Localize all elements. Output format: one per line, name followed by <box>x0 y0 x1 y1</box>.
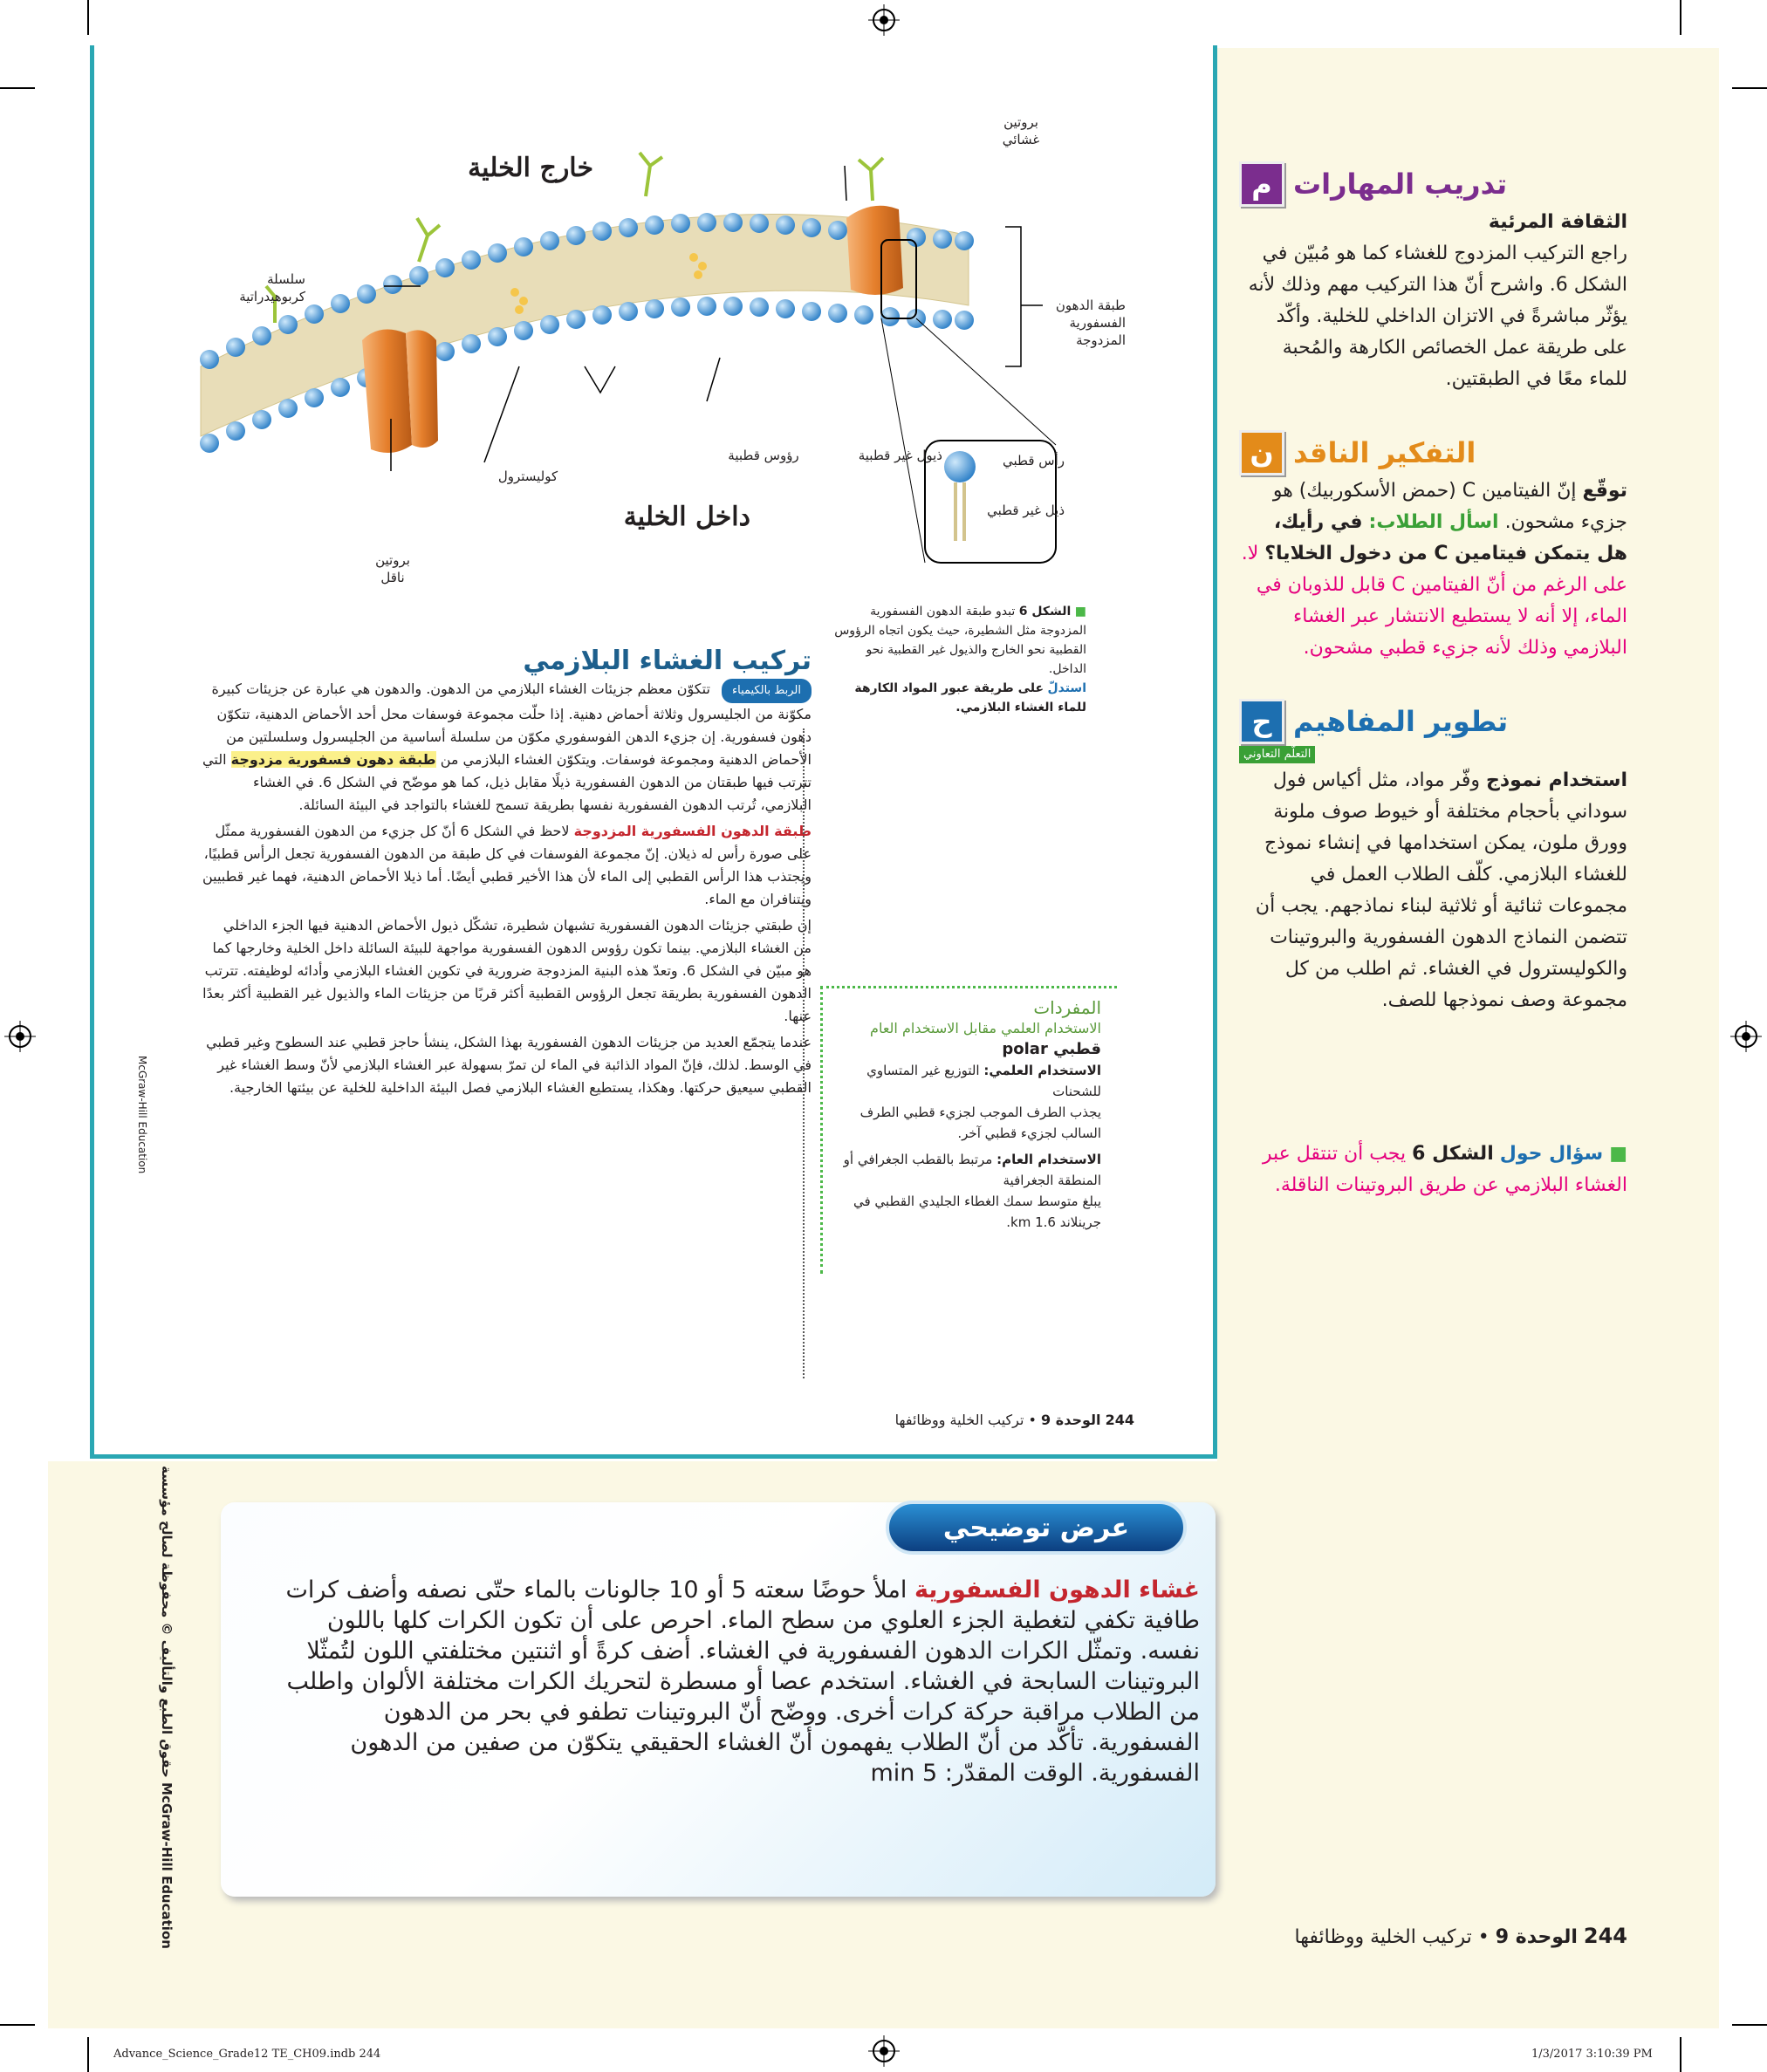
print-file-info: Advance_Science_Grade12 TE_CH09.indb 244 <box>113 2048 381 2061</box>
vocab-science-example: يجذب الطرف الموجب لجزيء قطبي الطرف السالب لجزيء قطبي آخر. <box>860 1104 1101 1141</box>
footer-unit: الوحدة 9 <box>1495 1926 1578 1948</box>
vocab-common-example: يبلغ متوسط سمك الغطاء الجليدي القطبي في جرينلاند 1.6 km. <box>853 1193 1101 1230</box>
box-skills-head <box>1239 161 1627 207</box>
label-cholesterol: كوليسترول <box>497 468 558 484</box>
crop-mark <box>1732 2024 1767 2026</box>
question-label: سؤال حول <box>1499 1143 1604 1165</box>
label-nonpolar-tails: ذيول غير قطبية <box>858 448 942 463</box>
question-answer: يجب أن تنتقل عبر الغشاء البلازمي عن طريق البروتينات الناقلة. <box>1262 1143 1627 1196</box>
label-polar-head: رأس قطبي <box>1003 453 1065 468</box>
footer-title: تركيب الخلية ووظائفها <box>1294 1926 1472 1948</box>
box-critical-question: في رأيك، هل يتمكن فيتامين C من دخول الخلايا؟ <box>1264 511 1627 564</box>
paragraph-1-text: تتكوّن معظم جزيئات الغشاء البلازمي من الدهون. والدهون هي عبارة عن جزيئات كبيرة مكوّنة من الجليسرول وثلاثة أحماض دهنية. إذا حلّت مجموعة فوسفات محل أحد الأحماض الدهنية، تتكوّن دهون فسفورية. إن جزيء الدهن الفوسفوري مكوّن من سلسلة أساسية من الجليسرول وسلسلتين من الأحماض الدهنية ومجموعة فوسفات. ويتكوّن الغشاء البلازمي من <box>211 680 812 768</box>
student-body <box>201 646 812 1103</box>
box-critical-ask: اسأل الطلاب: <box>1368 511 1499 533</box>
paragraph-1 <box>201 678 812 817</box>
box-critical-lead: توقّع <box>1582 480 1627 502</box>
registration-mark-icon <box>868 2035 900 2067</box>
section-title: تركيب الغشاء البلازمي <box>523 646 812 676</box>
label-inside-cell: داخل الخلية <box>623 502 750 532</box>
side-publisher-small: McGraw-Hill Education <box>136 1056 148 1174</box>
box-critical-body <box>1239 475 1627 664</box>
demo-tab: عرض توضيحي <box>886 1501 1187 1555</box>
vocab-heading: المفردات <box>1033 997 1101 1018</box>
vocab-common-text: مرتبط بالقطب الجغرافي أو المنطقة الجغرافية <box>843 1152 1101 1188</box>
paragraph-4: عندما يتجمّع العديد من جزيئات الدهون الفسفورية بهذا الشكل، ينشأ حاجز قطبي عند السطوح وغير قطبي في الوسط. لذلك، فإنّ المواد الذائبة في الماء لن تمرّ بسهولة عبر الغشاء البلازمي لأنّ وسط الغشاء غير القطبي سيعيق حركتها. وهكذا، يستطيع الغشاء البلازمي فصل البيئة الداخلية للخلية عن بيئتها الخارجية. <box>206 1034 812 1096</box>
paragraph-2-text: لاحظ في الشكل 6 أنّ كل جزيء من الدهون الفسفورية ممثّل على صورة رأس له ذيلان. إنّ مجموعة الفوسفات في كل طبقة من الدهون الفسفورية تجعل الرأس قطبيًا، ويجتذب هذا الرأس القطبي إلى الماء لأن هذا الأخير قطبي أيضًا. أما ذيلا الأحماض الدهنية، فهما غير قطبيين ويتنافران مع الماء. <box>202 823 812 907</box>
box-critical-letter: ن <box>1239 430 1284 475</box>
box-skills-letter: م <box>1239 161 1284 207</box>
label-outside-cell: خارج الخلية <box>468 153 593 183</box>
crop-mark <box>0 2024 35 2026</box>
subheading: طبقة الدهون الفسفورية المزدوجة <box>573 823 812 839</box>
paragraph-3: إن طبقتي جزيئات الدهون الفسفورية تشبهان شطيرة، تشكّل ذيول الأحماض الدهنية فيها الجزء الداخلي من الغشاء البلازمي. بينما تكون رؤوس الدهون الفسفورية مواجهة للبيئة السائلة داخل الخلية وخارجها كما هو مبيّن في الشكل 6. وتعدّ هذه البنية المزدوجة ضرورية في تكوين الغشاء البلازمي وأدائه لوظيفته. تترتب الدهون الفسفورية بطريقة تجعل الرؤوس القطبية أكثر قربًا من جزيئات الماء والذيول غير القطبية أكثر بعدًا عنها. <box>202 917 812 1024</box>
caption-question-label: استدلّ <box>1047 681 1086 695</box>
box-skills-text: راجع التركيب المزدوج للغشاء كما هو مُبيّن في الشكل 6. واشرح أنّ هذا التركيب مهم وذلك لأنه يؤثّر مباشرةً في الاتزان الداخلي للخلية. وأكّد على طريقة عمل الخصائص الكارهة والمُحبة للماء معًا في الطبقتين. <box>1248 243 1627 390</box>
figure-question <box>1239 1139 1627 1201</box>
box-critical <box>1239 430 1627 664</box>
demo-body: املأ حوضًا سعته 5 أو 10 جالونات بالماء حتّى نصفه وأضف كرات طافية تكفي لتغطية الجزء العلوي من سطح الماء. احرص على أن تكون الكرات كلها باللون نفسه. وتمثّل الكرات الدهون الفسفورية في الغشاء. أضف كرةً أو اثنتين مختلفتي اللون لتُمثّلا البروتينات السابحة في الغشاء. استخدم عصا أو مسطرة لتحريك الكرات مختلفة الألوان واطلب من الطلاب مراقبة حركة كرات أخرى. ووضّح أنّ البروتينات تطفو في بحر من الدهون الفسفورية. تأكّد من أنّ الطلاب يفهمون أنّ الغشاء الحقيقي يتكوّن من صفين من الدهون الفسفورية. الوقت المقدّر: 5 min <box>285 1576 1200 1787</box>
vocab-common <box>823 1149 1101 1191</box>
figure-caption <box>825 602 1086 717</box>
student-page-footer: 244 الوحدة 9 • تركيب الخلية ووظائفها <box>894 1412 1134 1428</box>
crop-mark <box>0 87 35 89</box>
box-skills <box>1239 161 1627 395</box>
teacher-column <box>1239 161 1627 1201</box>
registration-mark-icon <box>868 4 900 36</box>
question-bullet-icon: ■ <box>1609 1143 1627 1165</box>
vocab-science <box>823 1060 1101 1102</box>
registration-mark-icon <box>1730 1021 1762 1052</box>
page-footer: 244 الوحدة 9 • تركيب الخلية ووظائفها <box>1294 1924 1627 1948</box>
connection-tag: الربط بالكيمياء <box>722 679 812 703</box>
vocab-science-label: الاستخدام العلمي: <box>983 1063 1101 1078</box>
label-nonpolar-tail: ذيل غير قطبي <box>987 503 1065 518</box>
coop-tag: التعلّم التعاوني <box>1239 746 1315 763</box>
question-figure: الشكل 6 <box>1412 1143 1494 1165</box>
vocabulary-box <box>820 986 1117 1274</box>
label-membrane-protein: بروتين غشائي <box>1002 114 1040 147</box>
box-concepts-body <box>1239 765 1627 1016</box>
vocab-common-label: الاستخدام العام: <box>997 1152 1101 1167</box>
crop-mark <box>87 2037 89 2072</box>
student-unit-title: تركيب الخلية ووظائفها <box>894 1412 1024 1428</box>
caption-question: على طريقة عبور المواد الكارهة للماء الغشاء البلازمي. <box>854 681 1086 715</box>
box-critical-text: إنّ الفيتامين C (حمض الأسكوربيك) هو جزيء مشحون. <box>1272 480 1627 533</box>
box-concepts-head <box>1239 699 1627 744</box>
print-date-info: 1/3/2017 3:10:39 PM <box>1531 2048 1653 2061</box>
label-carbohydrate-chain: سلسلة كربوهيدراتية <box>239 271 305 304</box>
vocab-science-text: التوزيع غير المتساوي للشحنات <box>866 1063 1101 1099</box>
key-term: طبقة دهون فسفورية مزدوجة <box>230 751 436 768</box>
footer-page-number: 244 <box>1583 1924 1627 1948</box>
caption-bullet-icon: ■ <box>1074 605 1086 619</box>
label-bilayer: طبقة الدهون الفسفورية المزدوجة <box>1055 297 1126 348</box>
box-skills-title: تدريب المهارات <box>1293 168 1508 201</box>
membrane-diagram <box>183 105 1126 593</box>
crop-mark <box>1732 87 1767 89</box>
box-concepts-tags <box>1239 746 1627 763</box>
box-critical-title: التفكير الناقد <box>1293 436 1476 469</box>
label-polar-heads: رؤوس قطبية <box>728 448 799 463</box>
registration-mark-icon <box>4 1021 36 1052</box>
label-transport-protein: بروتين ناقل <box>375 552 410 585</box>
column-divider <box>803 728 805 1378</box>
box-concepts-title: تطوير المفاهيم <box>1293 705 1509 738</box>
box-critical-head <box>1239 430 1627 475</box>
paragraph-1-end: التي تترتب فيها طبقتان من الدهون الفسفورية ذيلًا مقابل ذيل، كما هو موضّح في الشكل 6. في الغشاء البلازمي، تُرتب الدهون الفسفورية نفسها بطريقة تسمح للغشاء بالتواجد في البيئة السائلة. <box>202 751 812 813</box>
box-concepts-lead: استخدام نموذج <box>1486 769 1627 791</box>
crop-mark <box>1680 2037 1681 2072</box>
crop-mark <box>1680 0 1681 35</box>
caption-text: تبدو طبقة الدهون الفسفورية المزدوجة مثل الشطيرة، حيث يكون اتجاه الرؤوس القطبية نحو الخارج والذيول غير القطبية نحو الداخل. <box>834 605 1086 676</box>
side-rights: حقوق الطبع والتأليف © محفوظة لصالح مؤسسة McGraw-Hill Education <box>159 1466 175 1949</box>
paragraph-2 <box>201 820 812 911</box>
demo-text <box>271 1575 1200 1788</box>
box-concepts-letter: ح <box>1239 699 1284 744</box>
student-page-number: 244 <box>1105 1412 1134 1428</box>
crop-mark <box>87 0 89 35</box>
demo-title: غشاء الدهون الفسفورية <box>914 1576 1200 1604</box>
student-unit-label: الوحدة 9 <box>1041 1412 1101 1428</box>
box-skills-skill: الثقافة المرئية <box>1488 211 1627 233</box>
box-critical-answer: لا. على الرغم من أنّ الفيتامين C قابل للذوبان في الماء، إلا أنه لا يستطيع الانتشار عبر الغشاء البلازمي وذلك لأنه جزيء قطبي مشحون. <box>1241 543 1627 659</box>
vocab-word: قطبي polar <box>1002 1040 1101 1058</box>
vocab-subheading: الاستخدام العلمي مقابل الاستخدام العام <box>870 1020 1101 1036</box>
caption-figure-label: الشكل 6 <box>1018 605 1072 619</box>
box-concepts-text: وفّر مواد، مثل أكياس فول سوداني بأحجام مختلفة أو خيوط صوف ملونة وورق ملون، يمكن استخدامها في إنشاء نموذج للغشاء البلازمي. كلّف الطلاب العمل في مجموعات ثنائية أو ثلاثية لبناء نماذجهم. يجب أن تتضمن النماذج الدهون الفسفورية والبروتينات والكوليسترول في الغشاء. ثم اطلب من كل مجموعة وصف نموذجها للصف. <box>1255 769 1627 1011</box>
box-concepts <box>1239 699 1627 1016</box>
